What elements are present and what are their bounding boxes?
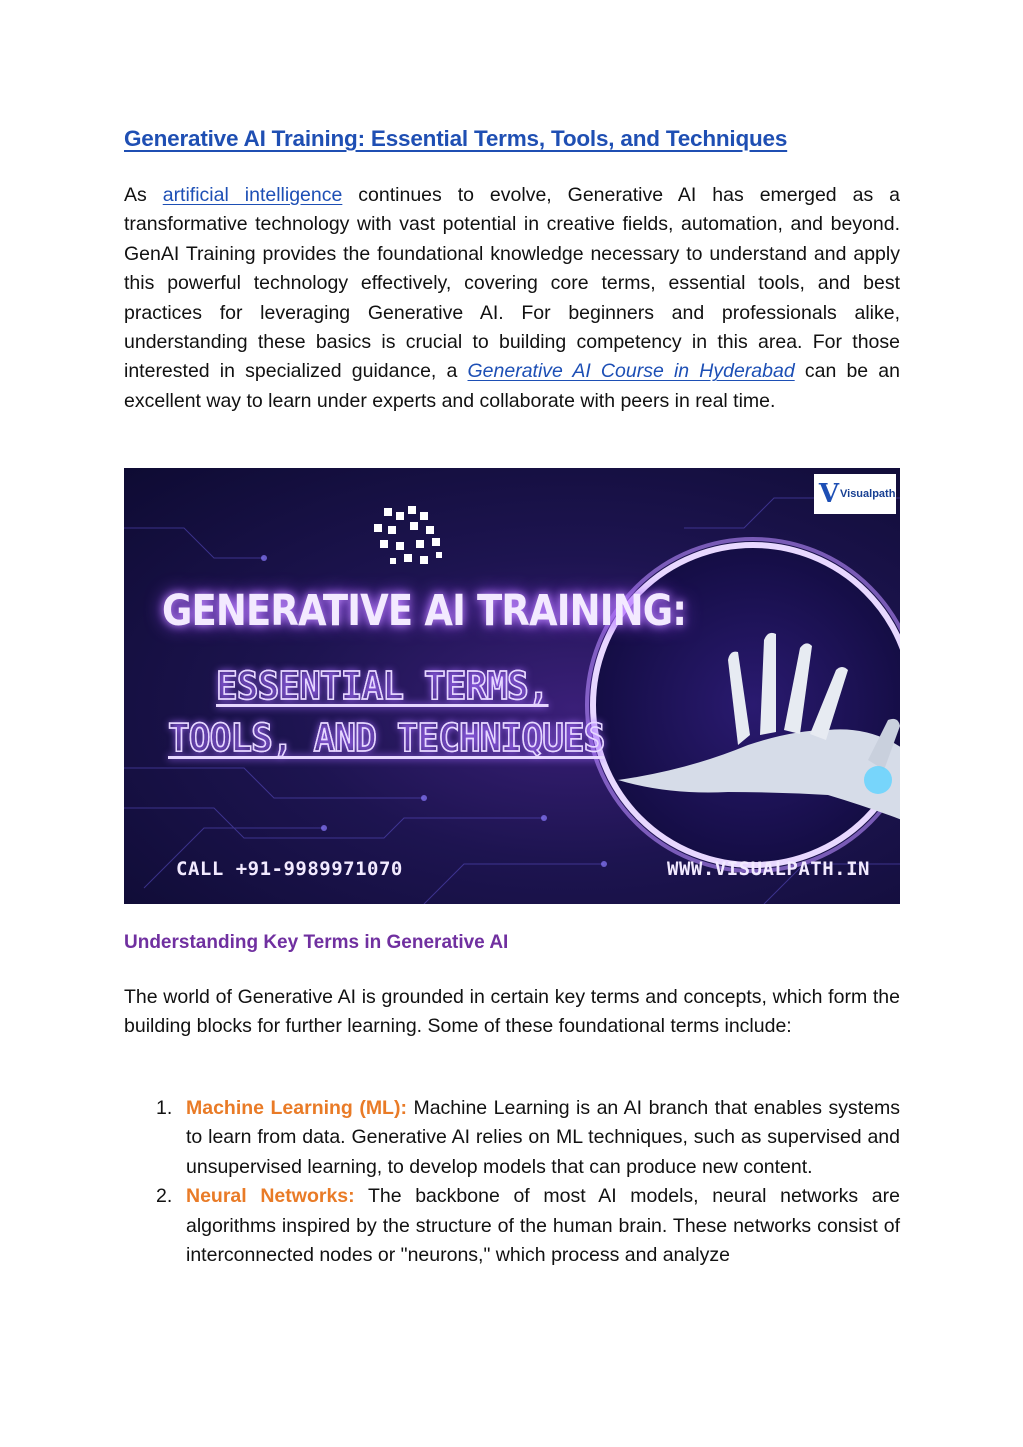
list-term: Neural Networks: <box>186 1185 355 1208</box>
section-heading: Understanding Key Terms in Generative AI <box>124 932 509 953</box>
visualpath-logo <box>814 474 896 514</box>
list-number: 1. <box>156 1097 173 1119</box>
list-item <box>124 1094 900 1182</box>
list-term: Machine Learning (ML): <box>186 1097 407 1119</box>
generative-ai-course-link[interactable]: Generative AI Course in Hyderabad <box>467 360 795 383</box>
banner-image <box>124 468 900 904</box>
key-terms-list <box>124 1094 900 1270</box>
logo-name: Visualpath <box>840 487 896 500</box>
glowing-ring <box>578 530 900 880</box>
document-title: Generative AI Training: Essential Terms, Tools, and Techniques <box>124 126 788 151</box>
banner-headline: GENERATIVE AI TRAINING: <box>162 586 687 636</box>
banner-line-2: ESSENTIAL TERMS, <box>216 664 549 708</box>
banner-line-3: TOOLS, AND TECHNIQUES <box>168 716 605 760</box>
logo-mark: V <box>818 479 840 509</box>
pixel-cluster-icon <box>374 506 442 564</box>
banner-url: WWW.VISUALPATH.IN <box>667 858 870 880</box>
list-text: Machine Learning is an AI branch that enables systems to learn from data. Generative AI relies on ML techniques, such as supervised and unsupervised learning, to develop models that can produce new content. <box>186 1097 900 1178</box>
list-item <box>124 1182 900 1270</box>
intro-lead: As <box>124 184 163 206</box>
intro-tail: can be an excellent way to learn under experts and collaborate with peers in real time. <box>124 360 900 412</box>
list-text: The backbone of most AI models, neural networks are algorithms inspired by the structure of the human brain. These networks consist of interconnected nodes or "neurons," which process and analyze <box>186 1185 900 1267</box>
list-number: 2. <box>156 1185 173 1208</box>
intro-body: continues to evolve, Generative AI has emerged as a transformative technology with vast potential in creative fields, automation, and beyond. GenAI Training provides the foundational knowledge necessary to understand and apply this powerful technology effectively, covering core terms, essential tools, and best practices for leveraging Generative AI. For beginners and professionals alike, understanding these basics is crucial to building competency in this area. For those interested in specialized guidance, a <box>124 184 900 383</box>
banner-phone: CALL +91-9989971070 <box>176 858 403 880</box>
artificial-intelligence-link[interactable]: artificial intelligence <box>162 184 343 206</box>
intro-paragraph <box>124 181 900 416</box>
section-paragraph: The world of Generative AI is grounded in certain key terms and concepts, which form the building blocks for further learning. Some of these foundational terms include: <box>124 986 900 1038</box>
